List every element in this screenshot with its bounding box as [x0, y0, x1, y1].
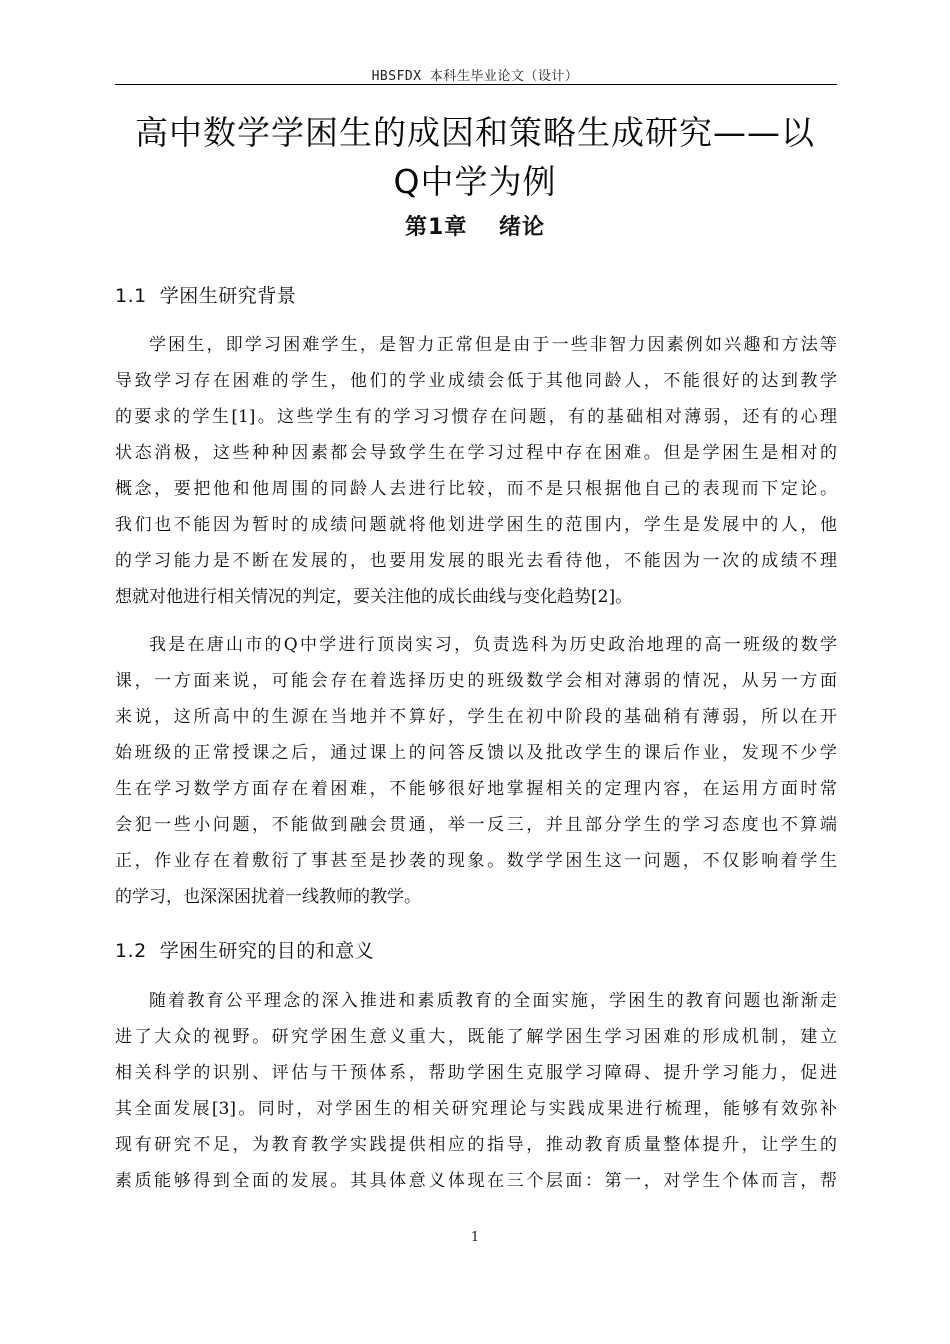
text-line: 现有研究不足，为教育教学实践提供相应的指导，推动教育质量整体提升，让学生的 [115, 1135, 837, 1155]
section-heading-1-2: 1.2 学困生研究的目的和意义 [115, 940, 375, 962]
thesis-title-line-2: Q中学为例 [393, 162, 557, 201]
text-line: 课，一方面来说，可能会存在着选择历史的班级数学会相对薄弱的情况，从另一方面 [115, 671, 837, 691]
paragraph-background-2 [115, 627, 837, 915]
paragraph-background-1 [115, 327, 837, 615]
text-line: 其全面发展[3]。同时，对学困生的相关研究理论与实践成果进行梳理，能够有效弥补 [115, 1099, 837, 1119]
text-line: 相关科学的识别、评估与干预体系，帮助学困生克服学习障碍、提升学习能力，促进 [115, 1063, 837, 1083]
text-line: 来说，这所高中的生源在当地并不算好，学生在初中阶段的基础稍有薄弱，所以在开 [115, 707, 837, 727]
text-line: 想就对他进行相关情况的判定，要关注他的成长曲线与变化趋势[2]。 [115, 587, 633, 607]
text-line: 我是在唐山市的Q中学进行顶岗实习，负责选科为历史政治地理的高一班级的数学 [149, 635, 837, 655]
page-number: 1 [470, 1230, 480, 1245]
text-line: 随着教育公平理念的深入推进和素质教育的全面实施，学困生的教育问题也渐渐走 [149, 991, 837, 1011]
text-line: 生在学习数学方面存在着困难，不能够很好地掌握相关的定理内容，在运用方面时常 [115, 779, 837, 799]
header-rule [115, 84, 837, 85]
text-line: 始班级的正常授课之后，通过课上的问答反馈以及批改学生的课后作业，发现不少学 [115, 743, 837, 763]
header-text: HBSFDX 本科生毕业论文（设计） [371, 69, 579, 84]
thesis-title-line-1: 高中数学学困生的成因和策略生成研究——以 [135, 113, 815, 152]
text-line: 我们也不能因为暂时的成绩问题就将他划进学困生的范围内，学生是发展中的人，他 [115, 515, 837, 535]
section-heading-1-1: 1.1 学困生研究背景 [115, 285, 297, 307]
text-line: 素质能够得到全面的发展。其具体意义体现在三个层面：第一，对学生个体而言，帮 [115, 1171, 837, 1191]
text-line: 会犯一些小问题，不能做到融会贯通，举一反三，并且部分学生的学习态度也不算端 [115, 815, 837, 835]
text-line: 进了大众的视野。研究学困生意义重大，既能了解学困生学习困难的形成机制，建立 [115, 1027, 837, 1047]
text-line: 概念，要把他和他周围的同龄人去进行比较，而不是只根据他自己的表现而下定论。 [115, 479, 837, 499]
text-line: 正，作业存在着敷衍了事甚至是抄袭的现象。数学学困生这一问题，不仅影响着学生 [115, 851, 837, 871]
paragraph-purpose-1 [115, 983, 837, 1199]
text-line: 的要求的学生[1]。这些学生有的学习习惯存在问题，有的基础相对薄弱，还有的心理 [115, 407, 837, 427]
text-line: 学困生，即学习困难学生，是智力正常但是由于一些非智力因素例如兴趣和方法等 [149, 335, 837, 355]
text-line: 导致学习存在困难的学生，他们的学业成绩会低于其他同龄人，不能很好的达到教学 [115, 371, 837, 391]
text-line: 的学习能力是不断在发展的，也要用发展的眼光去看待他，不能因为一次的成绩不理 [115, 551, 837, 571]
chapter-heading: 第1章 绪论 [405, 215, 545, 240]
text-line: 状态消极，这些种种因素都会导致学生在学习过程中存在困难。但是学困生是相对的 [115, 443, 837, 463]
text-line: 的学习，也深深困扰着一线教师的教学。 [115, 887, 421, 907]
